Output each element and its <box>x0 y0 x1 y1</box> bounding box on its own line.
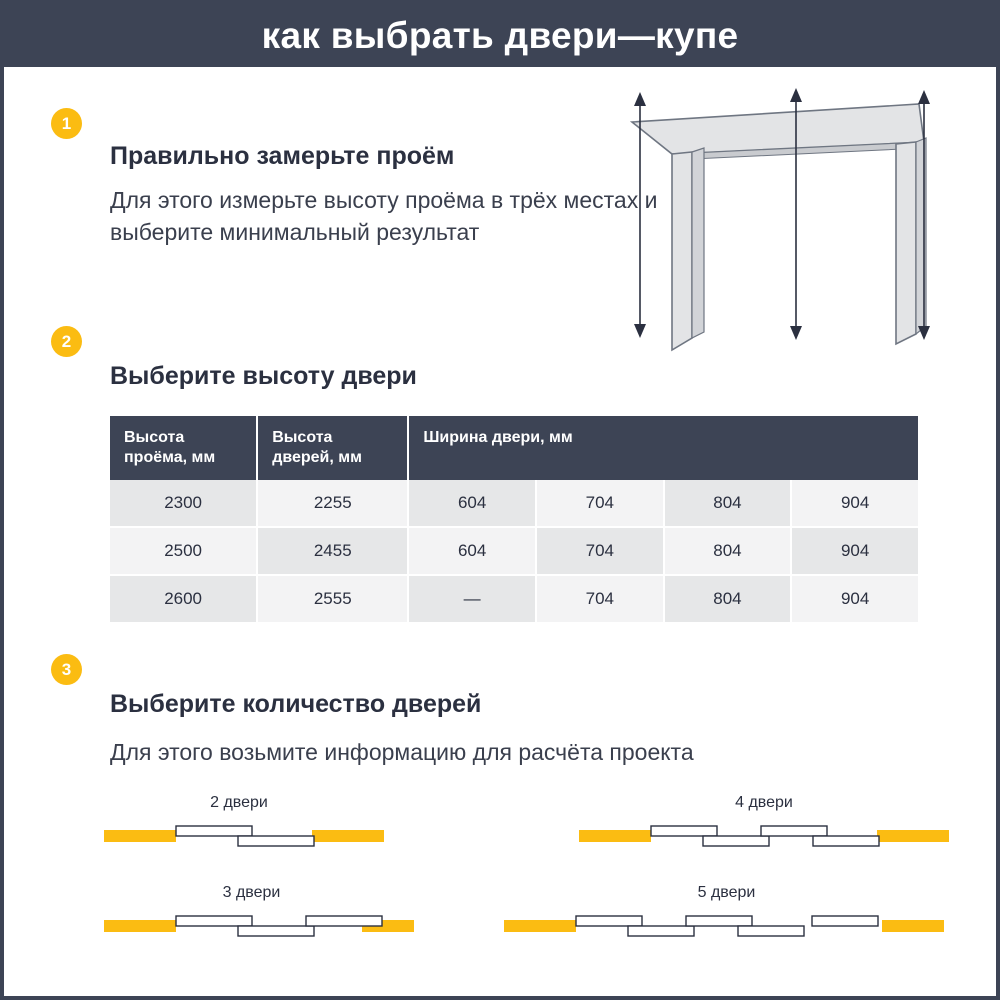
door-diagram-2doors-svg <box>84 816 394 856</box>
table-header-door-width: Ширина двери, мм <box>408 416 918 480</box>
door-diagram-4doors <box>569 794 959 864</box>
cell-width-1: 604 <box>408 480 536 527</box>
cell-width-2: 704 <box>536 527 664 575</box>
cell-opening-height: 2300 <box>110 480 257 527</box>
cell-width-1: — <box>408 575 536 623</box>
step-badge-3: 3 <box>51 654 82 685</box>
door-diagram-caption: 2 двери <box>210 794 268 811</box>
cell-width-4: 904 <box>791 575 918 623</box>
door-diagram-5doors-svg <box>494 906 959 946</box>
door-diagram-2doors <box>84 794 394 864</box>
page-title: как выбрать двери—купе <box>261 14 739 56</box>
step-1-subtitle: Для этого измерьте высоту проёма в трёх местах и выберите минимальный результат <box>110 187 658 245</box>
table-header-row <box>110 416 918 480</box>
step-3-title: Выберите количество дверей <box>110 690 482 718</box>
cell-opening-height: 2600 <box>110 575 257 623</box>
header-bar <box>4 4 996 67</box>
door-diagram-4doors-svg <box>569 816 959 856</box>
table-row <box>110 527 918 575</box>
cell-width-4: 904 <box>791 480 918 527</box>
cell-width-1: 604 <box>408 527 536 575</box>
door-diagram-caption: 4 двери <box>735 794 793 811</box>
door-height-table <box>110 416 918 624</box>
cell-door-height: 2555 <box>257 575 408 623</box>
table-row <box>110 575 918 623</box>
table-row <box>110 480 918 527</box>
step-badge-1: 1 <box>51 108 82 139</box>
cell-opening-height: 2500 <box>110 527 257 575</box>
table-header-door-height: Высота дверей, мм <box>257 416 408 480</box>
doorway-illustration <box>624 82 944 352</box>
doorway-svg <box>624 82 944 352</box>
step-2-title: Выберите высоту двери <box>110 362 417 390</box>
door-diagram-5doors <box>494 884 959 954</box>
cell-width-3: 804 <box>664 527 792 575</box>
cell-width-3: 804 <box>664 575 792 623</box>
cell-width-4: 904 <box>791 527 918 575</box>
cell-width-3: 804 <box>664 480 792 527</box>
door-diagram-3doors-svg <box>84 906 419 946</box>
door-diagram-3doors <box>84 884 419 954</box>
cell-door-height: 2255 <box>257 480 408 527</box>
door-diagram-caption: 5 двери <box>697 884 756 901</box>
step-3-subtitle: Для этого возьмите информацию для расчёта проекта <box>110 739 694 765</box>
step-1-title: Правильно замерьте проём <box>110 142 455 170</box>
table-header-opening-height: Высота проёма, мм <box>110 416 257 480</box>
door-diagram-caption: 3 двери <box>222 884 281 901</box>
cell-width-2: 704 <box>536 480 664 527</box>
step-badge-2: 2 <box>51 326 82 357</box>
cell-door-height: 2455 <box>257 527 408 575</box>
cell-width-2: 704 <box>536 575 664 623</box>
